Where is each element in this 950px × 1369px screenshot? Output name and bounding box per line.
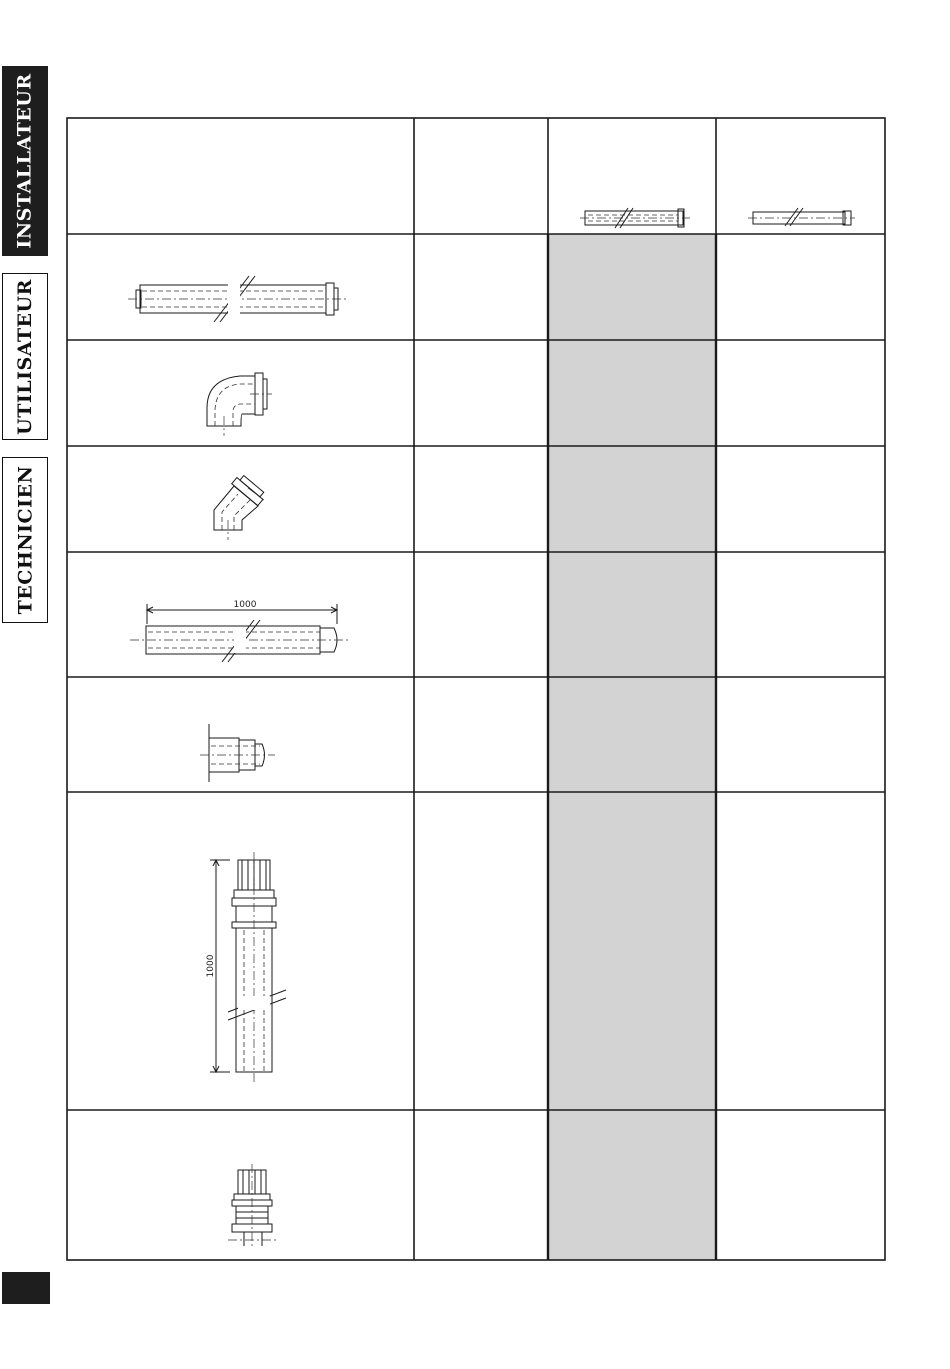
elbow-45-icon xyxy=(214,473,267,540)
vertical-terminal-icon xyxy=(210,852,286,1082)
extension-dimension-label: 1000 xyxy=(233,600,257,610)
extension-pipe-icon xyxy=(130,604,350,662)
elbow-90-icon xyxy=(207,373,272,436)
tab-utilisateur-label: UTILISATEUR xyxy=(14,278,36,435)
tab-technicien-label: TECHNICIEN xyxy=(14,465,36,615)
shaded-column xyxy=(548,234,716,1260)
single-pipe-icon xyxy=(748,208,855,226)
vertical-adapter-icon xyxy=(228,1164,276,1248)
tab-installateur-label: INSTALLATEUR xyxy=(14,73,36,249)
adapter-fitting-icon xyxy=(200,724,275,782)
table-grid xyxy=(67,118,885,1260)
pipe-with-socket-icon xyxy=(128,276,348,322)
terminal-dimension-label: 1000 xyxy=(206,954,216,978)
concentric-pipe-icon xyxy=(580,208,690,228)
